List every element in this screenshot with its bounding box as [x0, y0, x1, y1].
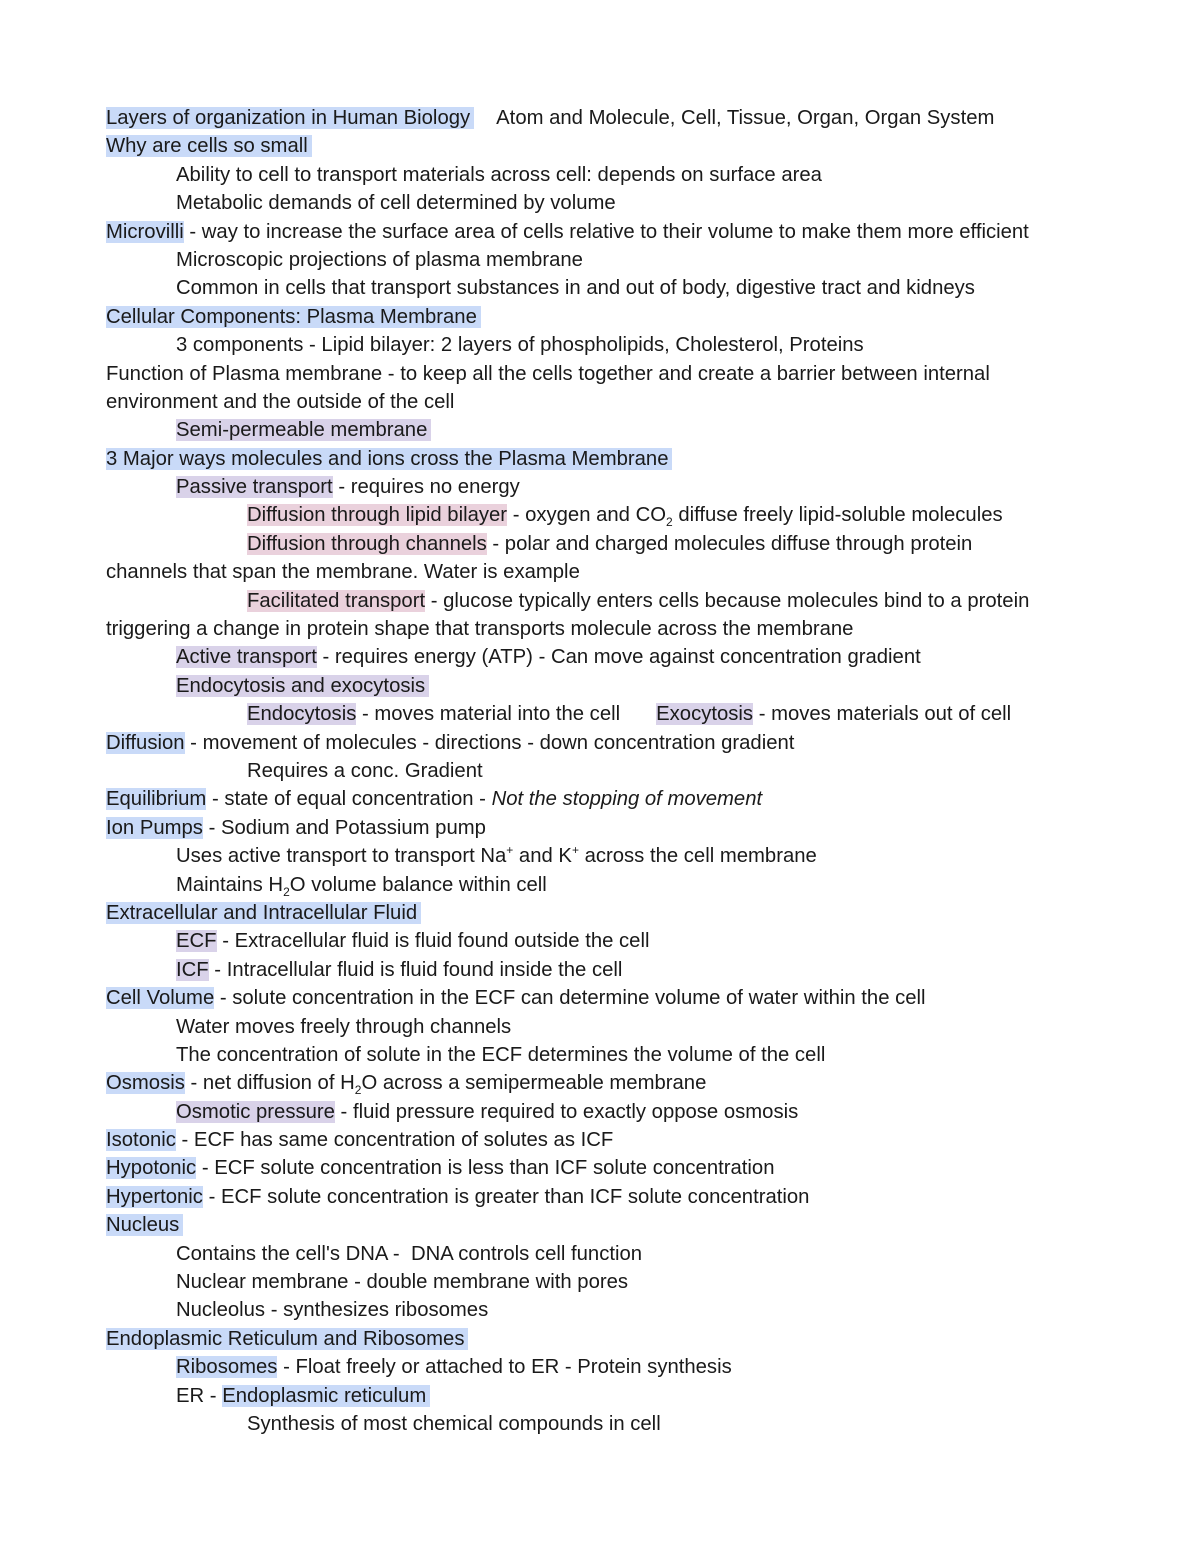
heading-highlight: 3 Major ways molecules and ions cross the Plasma Membrane [106, 448, 672, 470]
line-text: Water moves freely through channels [176, 1015, 512, 1038]
subterm-highlight: Facilitated transport [247, 589, 426, 612]
line-text: - ECF has same concentration of solutes as ICF [175, 1129, 614, 1152]
line-text: - Float freely or attached to ER - Protein synthesis [277, 1356, 732, 1379]
note-line [106, 246, 1106, 274]
line-text: Requires a conc. Gradient [247, 759, 483, 782]
term-highlight: Passive transport [176, 476, 333, 499]
notes-body [106, 104, 1106, 1438]
note-line [106, 842, 1106, 870]
note-line [106, 1098, 1106, 1126]
line-text: - Intracellular fluid is fluid found inside the cell [208, 958, 623, 981]
heading-highlight: Equilibrium [106, 788, 207, 811]
line-text: Microscopic projections of plasma membrane [176, 248, 583, 271]
heading-highlight: Ribosomes [176, 1356, 278, 1379]
heading-highlight: Nucleus [106, 1214, 183, 1236]
note-line [106, 1240, 1106, 1268]
note-line [106, 899, 1106, 927]
subscript: 2 [283, 884, 290, 899]
line-text: - moves materials out of cell [753, 703, 1012, 726]
line-text: channels that span the membrane. Water is example [106, 561, 580, 584]
heading-highlight: Hypotonic [106, 1157, 197, 1180]
note-line [106, 530, 1106, 558]
line-text: - Extracellular fluid is fluid found outside the cell [216, 930, 650, 953]
heading-highlight: Endoplasmic reticulum [222, 1385, 430, 1407]
line-text: - polar and charged molecules diffuse through protein [486, 532, 973, 555]
note-line [106, 672, 1106, 700]
line-text: Function of Plasma membrane - to keep all the cells together and create a barrier between internal [106, 362, 990, 385]
note-line [106, 643, 1106, 671]
line-text: 3 components - Lipid bilayer: 2 layers of phospholipids, Cholesterol, Proteins [176, 334, 864, 357]
line-text: Contains the cell's DNA - DNA controls cell function [176, 1242, 643, 1265]
line-text: across the cell membrane [578, 845, 817, 868]
subscript: 2 [666, 515, 673, 530]
line-text: - requires energy (ATP) - Can move against concentration gradient [316, 646, 921, 669]
note-line [106, 871, 1106, 899]
superscript: + [506, 843, 514, 858]
heading-highlight: Endoplasmic Reticulum and Ribosomes [106, 1328, 468, 1350]
note-line [106, 1325, 1106, 1353]
note-line [106, 956, 1106, 984]
note-line [106, 1154, 1106, 1182]
note-line [106, 1382, 1106, 1410]
heading-highlight: Why are cells so small [106, 135, 312, 157]
term-highlight: Active transport [176, 646, 317, 669]
term-highlight: Exocytosis [656, 703, 754, 726]
note-line [106, 473, 1106, 501]
line-text: Nucleolus - synthesizes ribosomes [176, 1299, 489, 1322]
heading-highlight: Isotonic [106, 1129, 176, 1152]
heading-highlight: Ion Pumps [106, 816, 203, 839]
line-text: Ability to cell to transport materials across cell: depends on surface area [176, 163, 822, 186]
note-line [106, 445, 1106, 473]
line-text: Synthesis of most chemical compounds in cell [247, 1412, 661, 1435]
heading-highlight: Layers of organization in Human Biology [106, 107, 474, 129]
term-highlight: Endocytosis and exocytosis [176, 675, 429, 697]
note-line [106, 615, 1106, 643]
note-line [106, 104, 1106, 132]
line-text: Nuclear membrane - double membrane with pores [176, 1271, 629, 1294]
line-text: Atom and Molecule, Cell, Tissue, Organ, Organ System [496, 107, 995, 129]
line-text: - movement of molecules - directions - down concentration gradient [184, 731, 795, 754]
note-line [106, 1211, 1106, 1239]
line-text: Uses active transport to transport Na [176, 845, 507, 868]
line-text: and K [513, 845, 572, 868]
heading-highlight: Cellular Components: Plasma Membrane [106, 306, 481, 328]
note-line [106, 1013, 1106, 1041]
line-text: O across a semipermeable membrane [361, 1072, 707, 1095]
line-text: - oxygen and CO [507, 504, 667, 527]
term-highlight: ECF [176, 930, 217, 953]
note-line [106, 360, 1106, 388]
line-text: triggering a change in protein shape that transports molecule across the membrane [106, 618, 854, 641]
line-text: - state of equal concentration - [206, 788, 492, 811]
line-text: - ECF solute concentration is greater than ICF solute concentration [202, 1185, 810, 1208]
line-text: The concentration of solute in the ECF determines the volume of the cell [176, 1043, 826, 1066]
note-line [106, 274, 1106, 302]
note-line [106, 757, 1106, 785]
line-text: - requires no energy [332, 476, 520, 499]
note-line [106, 303, 1106, 331]
heading-highlight: Cell Volume [106, 987, 215, 1010]
line-text: - fluid pressure required to exactly oppose osmosis [334, 1100, 799, 1123]
line-text: - glucose typically enters cells because molecules bind to a protein [425, 589, 1030, 612]
heading-highlight: Hypertonic [106, 1185, 203, 1208]
note-line [106, 501, 1106, 529]
note-line [106, 132, 1106, 160]
line-text: - solute concentration in the ECF can determine volume of water within the cell [214, 987, 926, 1010]
line-text: Common in cells that transport substances in and out of body, digestive tract and kidneys [176, 277, 975, 300]
note-line [106, 700, 1106, 728]
line-text: Metabolic demands of cell determined by volume [176, 192, 616, 215]
note-line [106, 729, 1106, 757]
subterm-highlight: Diffusion through channels [247, 532, 487, 555]
note-line [106, 587, 1106, 615]
note-line [106, 927, 1106, 955]
heading-highlight: Diffusion [106, 731, 185, 754]
heading-highlight: Osmosis [106, 1072, 185, 1095]
term-highlight: ICF [176, 958, 209, 981]
note-line [106, 814, 1106, 842]
line-text: Maintains H [176, 873, 284, 896]
note-line [106, 984, 1106, 1012]
line-text: - Sodium and Potassium pump [202, 816, 486, 839]
note-line [106, 161, 1106, 189]
line-text: diffuse freely lipid-soluble molecules [672, 504, 1003, 527]
note-line [106, 1183, 1106, 1211]
line-text: - ECF solute concentration is less than ICF solute concentration [196, 1157, 775, 1180]
term-highlight: Semi-permeable membrane [176, 419, 431, 441]
note-line [106, 1069, 1106, 1097]
note-line [106, 218, 1106, 246]
note-line [106, 388, 1106, 416]
note-line [106, 331, 1106, 359]
note-line [106, 1410, 1106, 1438]
term-highlight: Osmotic pressure [176, 1100, 335, 1123]
note-line [106, 558, 1106, 586]
line-text: - way to increase the surface area of cells relative to their volume to make them more efficient [183, 220, 1029, 243]
superscript: + [571, 843, 579, 858]
line-text: environment and the outside of the cell [106, 390, 455, 413]
note-line [106, 189, 1106, 217]
line-text: O volume balance within cell [289, 873, 547, 896]
note-line [106, 1268, 1106, 1296]
term-highlight: Endocytosis [247, 703, 357, 726]
note-line [106, 416, 1106, 444]
subscript: 2 [354, 1083, 362, 1098]
note-line [106, 785, 1106, 813]
note-line [106, 1353, 1106, 1381]
note-line [106, 1296, 1106, 1324]
emphasis-text: Not the stopping of movement [491, 788, 763, 811]
heading-highlight: Microvilli [106, 220, 184, 243]
subterm-highlight: Diffusion through lipid bilayer [247, 504, 508, 527]
heading-highlight: Extracellular and Intracellular Fluid [106, 902, 421, 924]
line-text: - net diffusion of H [184, 1072, 355, 1095]
note-line [106, 1041, 1106, 1069]
line-text: ER - [176, 1384, 223, 1407]
note-line [106, 1126, 1106, 1154]
line-text: - moves material into the cell [356, 703, 621, 726]
